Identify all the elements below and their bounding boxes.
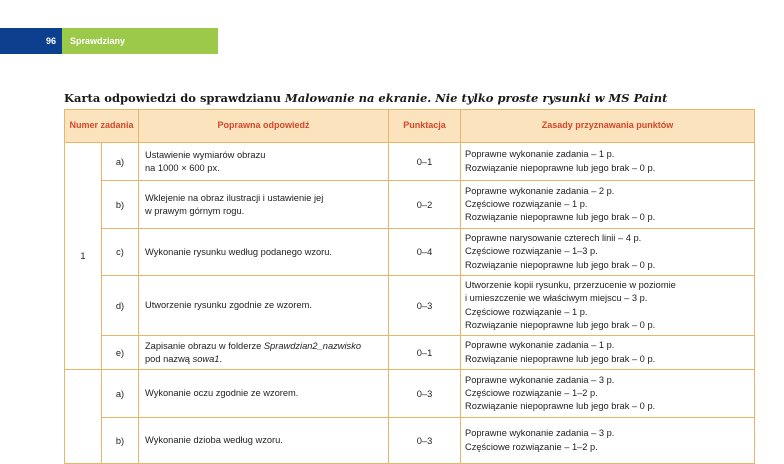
- rules-cell: [461, 181, 755, 229]
- table-row: [65, 181, 755, 229]
- table-row: [65, 336, 755, 370]
- answer-line: Wykonanie dzioba według wzoru.: [145, 435, 283, 446]
- rule-line: Rozwiązanie niepoprawne lub jego brak – 0 p.: [465, 259, 656, 270]
- subtask-label: b): [102, 181, 139, 229]
- rule-line: Rozwiązanie niepoprawne lub jego brak – 0 p.: [465, 212, 656, 222]
- rule-line: Poprawne wykonanie zadania – 2 p.: [465, 185, 615, 196]
- rule-line: Poprawne wykonanie zadania – 1 p.: [465, 149, 615, 160]
- rule-line: Częściowe rozwiązanie – 1 p.: [465, 198, 588, 209]
- answer-text: pod nazwą: [145, 353, 193, 364]
- subtask-label: b): [102, 418, 139, 464]
- answer-cell: [139, 276, 389, 336]
- folder-name: Sprawdzian2_nazwisko: [263, 340, 362, 351]
- rule-line: Rozwiązanie niepoprawne lub jego brak – 0 p.: [465, 162, 656, 173]
- answer-text: .: [219, 353, 223, 364]
- header-points: Punktacja: [389, 110, 461, 143]
- rule-line: Poprawne wykonanie zadania – 3 p.: [465, 374, 615, 385]
- rule-line: Utworzenie kopii rysunku, przerzucenie w poziomie: [465, 280, 676, 291]
- rules-cell: [461, 143, 755, 181]
- answer-cell: [139, 370, 389, 418]
- points-cell: 0–3: [389, 418, 461, 464]
- table-row: [65, 276, 755, 336]
- subtask-label: d): [102, 276, 139, 336]
- points-cell: 0–2: [389, 181, 461, 229]
- subtask-label: c): [102, 229, 139, 276]
- rule-line: Rozwiązanie niepoprawne lub jego brak – 0 p.: [465, 319, 656, 330]
- subtask-label: e): [102, 336, 139, 370]
- subtask-label: a): [102, 143, 139, 181]
- answer-text: Zapisanie obrazu w folderze: [145, 340, 264, 351]
- file-name: sowa1: [192, 353, 220, 364]
- rule-line: Częściowe rozwiązanie – 1–2 p.: [465, 387, 598, 398]
- page-number: 96: [0, 28, 62, 54]
- header-rules: Zasady przyznawania punktów: [461, 110, 755, 143]
- document-title: [64, 91, 764, 105]
- points-cell: 0–3: [389, 370, 461, 418]
- table-row: [65, 370, 755, 418]
- page-header: [0, 28, 218, 54]
- rule-line: Rozwiązanie niepoprawne lub jego brak – 0 p.: [465, 401, 656, 411]
- section-label: Sprawdziany: [62, 28, 218, 54]
- answer-line: w prawym górnym rogu.: [145, 205, 245, 216]
- answer-cell: [139, 229, 389, 276]
- header-answer: Poprawna odpowiedź: [139, 110, 389, 143]
- answer-cell: [139, 336, 389, 370]
- rule-line: Częściowe rozwiązanie – 1 p.: [465, 306, 588, 317]
- answer-line: Wykonanie rysunku według podanego wzoru.: [145, 246, 332, 257]
- table-row: [65, 229, 755, 276]
- rules-cell: [461, 229, 755, 276]
- points-cell: 0–1: [389, 336, 461, 370]
- title-italic: Malowanie na ekranie. Nie tylko proste rysunki w MS Paint: [284, 91, 668, 105]
- answer-line: na 1000 × 600 px.: [145, 162, 220, 173]
- rule-line: Poprawne narysowanie czterech linii – 4 p.: [465, 233, 642, 244]
- answer-line: [145, 340, 382, 353]
- points-cell: 0–1: [389, 143, 461, 181]
- task-number: [65, 370, 102, 464]
- answer-line: Wklejenie na obraz ilustracji i ustawienie jej: [145, 192, 324, 203]
- answer-line: Wykonanie oczu zgodnie ze wzorem.: [145, 388, 299, 399]
- rule-line: Częściowe rozwiązanie – 1–2 p.: [465, 441, 598, 452]
- rule-line: Poprawne wykonanie zadania – 1 p.: [465, 340, 615, 351]
- answer-line: [145, 353, 382, 366]
- answer-table: [64, 109, 755, 464]
- task-number: 1: [65, 143, 102, 370]
- answer-cell: [139, 143, 389, 181]
- table-header-row: [65, 110, 755, 143]
- rule-line: i umieszczenie we właściwym miejscu – 3 p.: [465, 293, 648, 304]
- points-cell: 0–3: [389, 276, 461, 336]
- table-row: [65, 143, 755, 181]
- rules-cell: [461, 370, 755, 418]
- points-cell: 0–4: [389, 229, 461, 276]
- rule-line: Poprawne wykonanie zadania – 3 p.: [465, 428, 615, 439]
- subtask-label: a): [102, 370, 139, 418]
- answer-line: Utworzenie rysunku zgodnie ze wzorem.: [145, 300, 312, 311]
- rule-line: Częściowe rozwiązanie – 1–3 p.: [465, 246, 598, 257]
- rules-cell: [461, 336, 755, 370]
- title-prefix: Karta odpowiedzi do sprawdzianu: [64, 91, 285, 105]
- answer-cell: [139, 181, 389, 229]
- header-number: Numer zadania: [65, 110, 139, 143]
- answer-line: Ustawienie wymiarów obrazu: [145, 149, 266, 160]
- rules-cell: [461, 276, 755, 336]
- rule-line: Rozwiązanie niepoprawne lub jego brak – 0 p.: [465, 353, 656, 364]
